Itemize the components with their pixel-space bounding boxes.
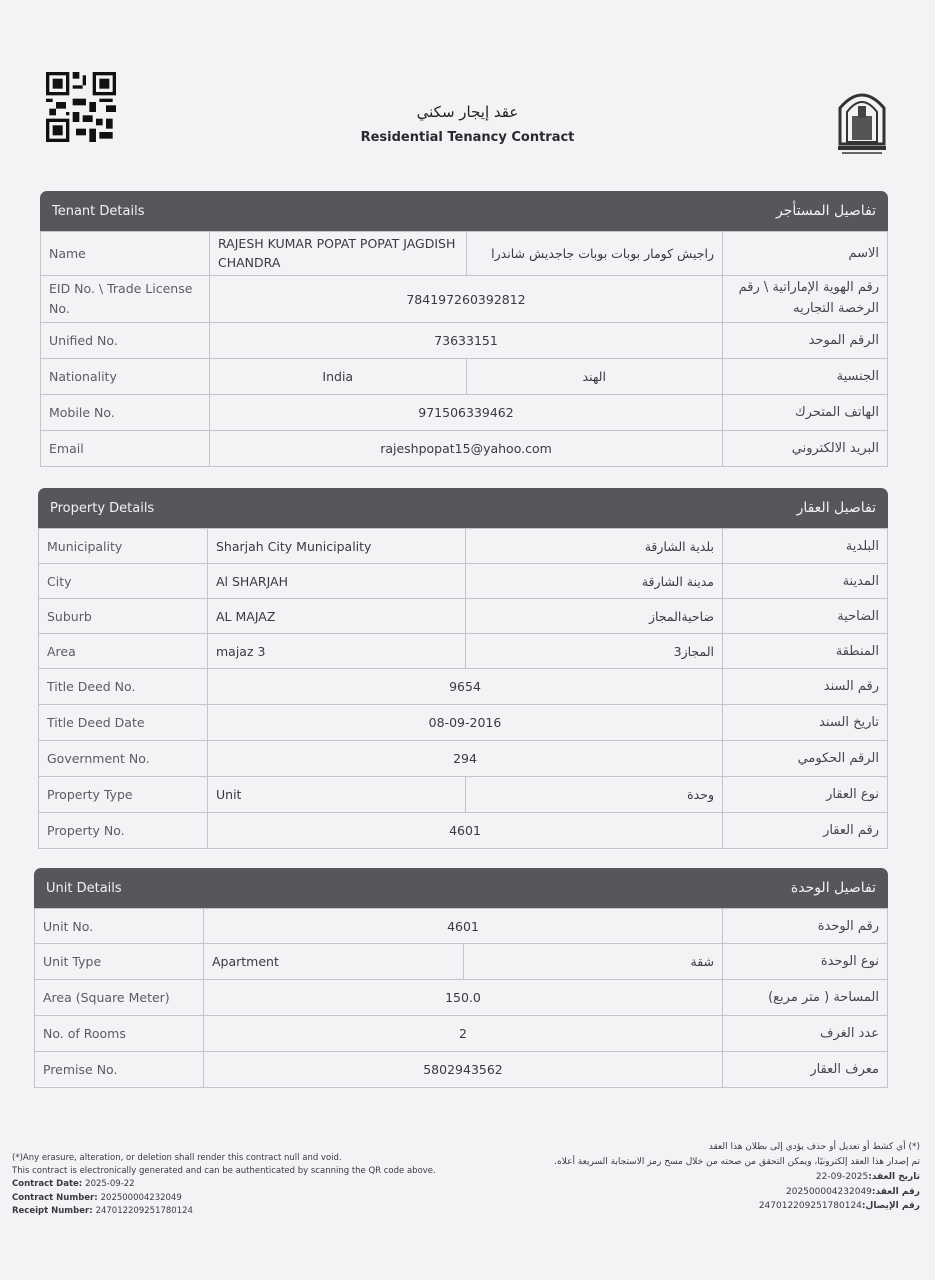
row-label-ar: المدينة [723,564,888,599]
municipality-value-en: Sharjah City Municipality [208,529,466,564]
footer-note-2: This contract is electronically generated and can be authenticated by scanning the QR code above. [12,1166,436,1177]
row-label: EID No. \ Trade License No. [41,276,210,323]
tenant-details-section [40,191,888,467]
table-row [41,359,888,395]
row-label-ar: عدد الغرف [723,1016,888,1052]
suburb-value-ar: ضاحيةالمجاز [465,599,723,634]
unified-value: 73633151 [210,323,723,359]
row-label: Property No. [39,813,208,849]
row-label: Unit Type [35,944,204,980]
name-value-ar: راجيش كومار بوبات بوبات جاجديش شاندرا [466,232,723,276]
table-row [35,909,888,944]
property-table [38,528,888,849]
contract-number-label-ar: رقم العقد: [871,1186,920,1197]
contract-date-value-ar: 2025-09-22 [815,1171,869,1182]
row-label-ar: الاسم [723,232,888,276]
nationality-value-en: India [210,359,467,395]
row-label-ar: الجنسية [723,359,888,395]
row-label-ar: تاريخ السند [723,705,888,741]
row-label-ar: البلدية [723,529,888,564]
row-label-ar: المنطقة [723,634,888,669]
row-label: Government No. [39,741,208,777]
row-label: Unified No. [41,323,210,359]
table-row [39,705,888,741]
row-label-ar: الرقم الحكومي [723,741,888,777]
unit-details-section [34,868,888,1088]
property-no-value: 4601 [208,813,723,849]
tenant-details-header [40,191,888,231]
row-label-ar: نوع العقار [723,777,888,813]
footer-ar [500,1140,920,1214]
contract-number-label: Contract Number: [12,1192,98,1203]
unit-table [34,908,888,1088]
eid-value: 784197260392812 [210,276,723,323]
unit-details-header [34,868,888,908]
suburb-value-en: AL MAJAZ [208,599,466,634]
row-label-ar: رقم العقار [723,813,888,849]
row-label: Mobile No. [41,395,210,431]
property-details-section [38,488,888,849]
row-label: Name [41,232,210,276]
table-row [39,777,888,813]
section-title-ar: تفاصيل المستأجر [775,203,876,219]
contract-date-row-ar [500,1170,920,1185]
table-row [39,564,888,599]
contract-date-label: Contract Date: [12,1179,83,1190]
table-row [39,741,888,777]
row-label: Property Type [39,777,208,813]
footer-note-1: (*)Any erasure, alteration, or deletion shall render this contract null and void. [12,1153,342,1163]
row-label: Title Deed No. [39,669,208,705]
row-label: Email [41,431,210,467]
contract-number-row [12,1192,462,1205]
footer-note-1-ar: (*) أي كشط أو تعديل أو حذف يؤدي إلى بطلان هذا العقد [708,1142,920,1152]
row-label-ar: رقم الهوية الإماراتية \ رقم الرخصة التجاريه [723,276,888,323]
row-label-ar: معرف العقار [723,1052,888,1088]
document-title-ar: عقد إيجار سكني [416,103,519,121]
row-label-ar: الضاحية [723,599,888,634]
nationality-value-ar: الهند [466,359,723,395]
area-value-ar: المجاز3 [465,634,723,669]
table-row [39,599,888,634]
table-row [35,1052,888,1088]
city-value-ar: مدينة الشارقة [465,564,723,599]
row-label: Area (Square Meter) [35,980,204,1016]
row-label-ar: نوع الوحدة [723,944,888,980]
email-value: rajeshpopat15@yahoo.com [210,431,723,467]
section-title-en: Tenant Details [52,203,145,219]
row-label: City [39,564,208,599]
document-title-en: Residential Tenancy Contract [360,130,575,145]
section-title-en: Unit Details [46,880,122,896]
row-label-ar: الرقم الموحد [723,323,888,359]
table-row [39,669,888,705]
table-row [39,529,888,564]
unit-type-value-ar: شقة [463,944,723,980]
table-row [41,323,888,359]
table-row [39,634,888,669]
footer-note-2-ar: تم إصدار هذا العقد إلكترونيًا، ويمكن التحقق من صحته من خلال مسح رمز الاستجابة السريعة أعلاه. [554,1156,920,1167]
city-value-en: Al SHARJAH [208,564,466,599]
row-label: No. of Rooms [35,1016,204,1052]
contract-date-row [12,1178,462,1191]
table-row [41,395,888,431]
receipt-number-row [12,1205,462,1218]
property-details-header [38,488,888,528]
contract-date-value: 2025-09-22 [85,1179,135,1190]
row-label: Premise No. [35,1052,204,1088]
government-no-value: 294 [208,741,723,777]
receipt-number-label: Receipt Number: [12,1205,93,1216]
area-value-en: majaz 3 [208,634,466,669]
unit-type-value-en: Apartment [204,944,464,980]
footer-en [12,1152,462,1218]
premise-no-value: 5802943562 [204,1052,723,1088]
contract-number-value: 202500004232049 [100,1192,182,1203]
contract-date-label-ar: تاريخ العقد: [868,1171,920,1182]
section-title-ar: تفاصيل العقار [796,500,876,516]
row-label: Unit No. [35,909,204,944]
table-row [35,1016,888,1052]
table-row [39,813,888,849]
tenant-table [40,231,888,467]
property-type-value-en: Unit [208,777,466,813]
area-sqm-value: 150.0 [204,980,723,1016]
property-type-value-ar: وحدة [465,777,723,813]
title-deed-date-value: 08-09-2016 [208,705,723,741]
row-label: Area [39,634,208,669]
row-label: Municipality [39,529,208,564]
municipality-logo-icon [836,84,888,158]
row-label-ar: الهاتف المتحرك [723,395,888,431]
table-row [35,980,888,1016]
table-row [41,232,888,276]
row-label: Title Deed Date [39,705,208,741]
unit-no-value: 4601 [204,909,723,944]
receipt-number-row-ar [500,1199,920,1214]
mobile-value: 971506339462 [210,395,723,431]
row-label: Nationality [41,359,210,395]
row-label-ar: البريد الالكتروني [723,431,888,467]
municipality-value-ar: بلدية الشارقة [465,529,723,564]
table-row [35,944,888,980]
rooms-value: 2 [204,1016,723,1052]
contract-number-row-ar [500,1185,920,1200]
row-label-ar: رقم السند [723,669,888,705]
receipt-number-label-ar: رقم الإيصال: [861,1201,920,1212]
row-label-ar: رقم الوحدة [723,909,888,944]
table-row [41,431,888,467]
row-label-ar: المساحة ( متر مربع) [723,980,888,1016]
row-label: Suburb [39,599,208,634]
section-title-ar: تفاصيل الوحدة [790,880,876,896]
contract-number-value-ar: 202500004232049 [786,1186,872,1197]
name-value-en: RAJESH KUMAR POPAT POPAT JAGDISH CHANDRA [210,232,467,276]
table-row [41,276,888,323]
receipt-number-value-ar: 247012209251780124 [758,1201,862,1212]
title-deed-no-value: 9654 [208,669,723,705]
section-title-en: Property Details [50,500,155,516]
receipt-number-value: 247012209251780124 [95,1205,193,1216]
